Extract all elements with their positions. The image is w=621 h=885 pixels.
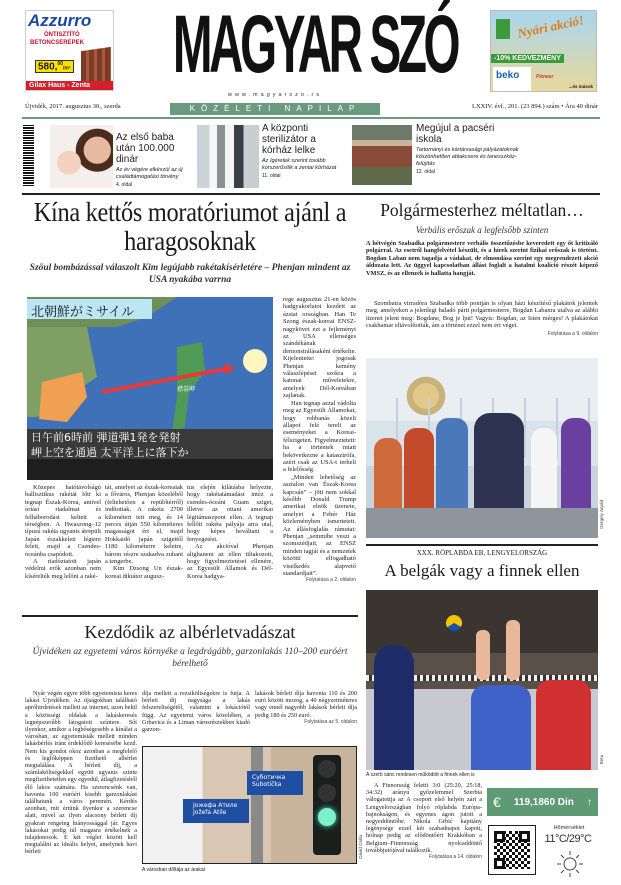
ad-azzurro[interactable] <box>25 10 114 91</box>
street-sign-1 <box>247 771 303 795</box>
mayor-headline[interactable]: Polgármesterhez méltatlan… <box>380 200 584 220</box>
teaser-page: 12. oldal <box>416 169 435 175</box>
paragraph: rege augusztus 21-en közös hadgyakorlatot kezdett az ázsiai országban. Han Te Szong észak-koreai ENSZ-nagykövet ezt a fejleményt az USA ellenséges szándékának demonstrálásaként értékelte. Kijelentette: jogosak Phenjan kemény válaszlépései szokra a katonai műveletekre, amelyek Dél-Koreában zajlanak. <box>283 296 356 400</box>
issue-date: Újvidék, 2017. augusztus 30., szerda <box>25 103 121 110</box>
pole <box>251 747 263 864</box>
paragraph: Közepes hatótávolságú ballisztikus rakétát lőtt ki tegnap Észak-Korea, amivel óriási riadalmat és felháborodást keltett a térségben. A Hwaszong–12 típusú rakéta ugyanis átrepült Japán északkeleti légtere felett, majd a Csendes-óceánba csapódott. <box>25 484 101 558</box>
traffic-light <box>313 755 341 855</box>
main-headline[interactable]: Kína kettős moratóriumot ajánl a haragosoknak <box>33 197 347 256</box>
sign-text: Jožefa Atile <box>193 809 227 816</box>
teaser-2[interactable] <box>262 123 347 179</box>
rent-col-1 <box>25 690 137 856</box>
main-col-3 <box>187 484 273 580</box>
issue-number: LXXIV. évf., 201. (23 894.) szám • Ára 40 dinár <box>472 103 598 110</box>
ad-logo-icon <box>496 19 510 39</box>
photo-credit: Gergely Árpád <box>599 500 604 530</box>
sign-text: Сyботичка <box>252 774 286 781</box>
temperature-label: Hőmérséklet <box>553 825 585 831</box>
ad-discount: -10% KEDVEZMÉNY <box>491 54 564 63</box>
ad-brand-pioneer: Pioneer <box>536 74 554 80</box>
paragraph: Szombatra virradóra Szabadka több pontján is olyan házi készítésű plakátok jelentek meg, amelyeken a jelenlegi haladó párti polgármesterre, Bogdan Labanra utalva az alábbi üzenet jelent meg: Bogdane, Bog je ljut! Vagyis: Bogdan, az Isten mérges! A plakátokat csakhamar eltávolították, ám a történet ezzel nem ért véget. <box>366 300 598 330</box>
paragraph: Kim Dzsong Un észak-koreai diktátor augusz- <box>105 565 183 580</box>
map-caption-1: 日午前6時前 弾道弾1発を発射 <box>31 431 181 444</box>
teaser-title: Megújul a pacséri iskola <box>416 123 495 145</box>
map-banner: 北朝鮮がミサイル <box>31 305 135 320</box>
exchange-rate-value: 119,1860 Din <box>513 796 574 808</box>
mayor-lead: A hétvégén Szabadka polgármestere verbális összetűzésbe keveredett egy őt kritizáló polgárral. Az esetről hangfelvétel készült, és a hírek szerint fizikai erőszak is történt. Bogdan Laban nem tagadja a vádakat, de elmondása szerint egy megrendezett akció áldozata lett. Az üggyel kapcsolatban állást foglalt a hatalmi koalíció részét képező VMSZ, és az ellenzék is hallatta hangját. <box>366 240 598 277</box>
volley-headline[interactable]: A belgák vagy a finnek ellen <box>384 561 580 580</box>
teaser-3[interactable] <box>416 123 598 175</box>
ad-brand: Azzurro <box>28 11 92 30</box>
barcode <box>23 124 34 186</box>
volley-photo[interactable] <box>366 590 598 770</box>
paragraph: díja mellett a rezsiköltségekre is futja. A bérleti díj nagysága a lakás felszereltségétől, valamint a lokációtól függ. Az egyetemi város közelében, a Grbavica és a Liman városrészekben kiadó garzon- <box>142 690 250 734</box>
map-caption-2: 岬上空を通過 太平洋上に落下か <box>31 446 189 459</box>
exchange-rate-box[interactable] <box>487 788 598 816</box>
mayor-photo[interactable] <box>366 358 598 538</box>
teaser-sub: Tartományi és kártársasági pályázatoknak köszönhetően ablakcsere és tanesszköz-felújítás <box>416 147 519 167</box>
teaser-sub: Az év végére elkészül az új családtámogatási törvény <box>116 167 183 180</box>
continued-link[interactable]: Folytatása a 9. oldalon <box>547 330 598 337</box>
teaser-page: 11. oldal <box>262 173 281 179</box>
ad-line2: BETONCSEREPEK <box>30 40 84 46</box>
section-divider <box>22 615 358 617</box>
rent-col-3 <box>255 690 357 726</box>
teaser-sub: Az ígéretek szerint tovább korszerűsítik a zentai kórházat <box>262 158 337 171</box>
euro-icon: € <box>493 794 501 810</box>
volley-kicker: XXX. RÖPLABDA EB, LENGYELORSZÁG <box>416 549 548 557</box>
continued-link[interactable]: Folytatása a 14. oldalon <box>428 854 482 861</box>
teaser-divider <box>22 193 600 195</box>
temperature-value: 11°C/29°C <box>544 833 592 845</box>
masthead-url[interactable]: www.magyarszo.rs <box>227 92 323 98</box>
qr-code[interactable] <box>488 825 536 875</box>
continued-link[interactable]: Folytatása az 5. oldalon <box>304 718 357 725</box>
ad-footer: Gilax Haus - Zenta <box>26 81 113 90</box>
arrow-up-icon: ↑ <box>587 796 592 808</box>
masthead-logo[interactable]: MAGYAR SZÓ <box>172 0 458 90</box>
mayor-body <box>366 300 598 338</box>
paragraph: Han tegnap azzal vádolta meg az Egyesült Államokat, hogy robbanás közeli állapot felé tereli az eseményeket a Koreai-félszigeten. Figyelmeztetett: ha a történtek miatt bekövetkezne a katasztrófa, azért csak az USA-t terheli a felelősség. <box>283 399 356 474</box>
main-col-2 <box>105 484 183 580</box>
teaser-photo-hospital[interactable] <box>197 125 259 188</box>
photo-credit: Beta <box>599 755 604 765</box>
photo-credit: Dávid Csilla <box>358 835 363 859</box>
paragraph: tát, amelyet az észak-koreaiak a főváros, Phenjan közeléből (feltehetően a repülőtérről) indítottak. A rakéta 2700 kilométert tett meg, és 14 perces útján 550 kilométeres magasságot ért el, majd Hokkaidó japán szigettől 1180 kilométerre keletre, három részre szakadva zuhant a tengerbe. <box>105 484 183 566</box>
paragraph: Az akcióval Phenjan alighanem az ellen tiltakozott, hogy figyelmeztetései ellenére, az Egyesült Államok és Dél-Korea hadgya- <box>187 543 273 580</box>
teaser-title: Az első baba után 100.000 dinár <box>116 132 175 165</box>
ad-line1: ÖNTISZTÍTÓ <box>44 32 80 38</box>
main-subhead: Szöul bombázással válaszolt Kim legújabb rakétakísérletére – Phenjan mindent az USA nyakába varrna <box>29 263 351 285</box>
section-divider <box>366 544 598 546</box>
header-divider <box>22 117 600 119</box>
roof-tiles-image <box>81 47 111 85</box>
paragraph: tus elején kilátásba helyezte, hogy rakétatámadást intéz a csendes-óceáni Guam sziget, illetve az ottani amerikai légitámaszpont ellen. A tegnap fellőtt rakéta pályája arra utal, hogy képes beváltani a fenyegetést. <box>187 484 273 543</box>
paragraph: A Finnország feletti 3:0 (25:20, 25:18, 34:32) arányú győzelemmel Szerbia válogatottja az A csoport első helyén zárt a Lengyelországban folyó röplabda Európa-bajnokságon, és egyenes ágon jutott a negyeddöntőbe. Nikola Grbić kapitány legénysége ezzel két szabadnapot kapott, holnap pedig az elődöntőért Krakkóban a Belgium–Finnország nyolcaddöntő továbbjutójával találkozik. <box>366 782 482 854</box>
photo-caption: A szerb sánc rendesen működött a finnek ellen is <box>366 772 475 778</box>
sun-icon <box>556 850 584 878</box>
main-col-1 <box>25 484 101 580</box>
ad-summer-sale[interactable] <box>490 10 597 92</box>
main-photo-missile-map[interactable] <box>27 297 273 480</box>
mayor-subhead: Verbális erőszak a legfelsőbb szinten <box>415 225 549 235</box>
ad-more: ...és mások <box>568 84 593 89</box>
volley-body <box>366 782 482 861</box>
teaser-title: A központi sterilizátor a kórház lelke <box>262 123 316 156</box>
ad-brand-beko: beko <box>493 67 531 91</box>
ad-price <box>35 60 74 73</box>
rent-subhead: Újvidéken az egyetemi város környéke a legdrágább, garzonlakás 110–200 euróért bérelhető <box>32 647 348 669</box>
ad-promo: Nyári akció! <box>516 12 586 41</box>
paragraph: lakások bérleti díja havonta 110 és 200 euró között mozog, a 40 négyzetméteres vagy ennél nagyobb lakások bérleti díja pedig 180 és 250 euró. <box>255 690 357 719</box>
teaser-photo-school[interactable] <box>352 125 412 185</box>
tagline-band: KÖZÉLETI NAPILAP <box>170 103 380 115</box>
rent-headline[interactable]: Kezdődik az albérletvadászat <box>84 622 296 642</box>
rent-col-2 <box>142 690 250 733</box>
sign-text: Subotička <box>252 781 282 788</box>
continued-link[interactable]: Folytatása a 2. oldalon <box>305 577 356 584</box>
price-value: 580, <box>38 61 58 73</box>
sign-text: Јожефа Атиле <box>193 802 238 809</box>
street-sign-2 <box>183 799 249 823</box>
main-col-4 <box>283 296 356 584</box>
map-place: 襟裳岬 <box>177 386 196 393</box>
rent-photo-street-signs[interactable] <box>142 746 357 864</box>
teaser-page: 4. oldal <box>116 182 133 188</box>
photo-caption: A városban dőltája az árakat <box>142 867 206 873</box>
paragraph: A riadóztatott japán védelmi erők azonban nem kísérelték meg lelőni a raké- <box>25 558 101 580</box>
paragraph: Nyár végén egyre több egyetemista keres lakást Újvidéken. Az újságokban található apróhirdetések mellett az internet, azon belül a közösségi oldalak a lakáskeresés legnépszerűbb látogatott színtere. Sőt ilyenkor, amikor a legbőségesebb a kínálat a városban, az egyetemisták mellett minden lakásbérlés iránt érdeklődő keresésébe kezd. Nem kis gondot okoz azonban a megfelelő és legfőképpen fizethető albérlet megtalálása. A bérleti díj, a számlaköltségekkel együtt ugyanis szinte megfizethetetlen egy egyedül, átlagfizetésből élő lakos számára. Ha szerencsénk van, havonta 100 euróért kisebb garzonlakást találhatunk a város peremén. Kérdés azonban, mit értünk ilyenkor a szerencse alatt, mivel az ilyen alacsony bérleti díj gyakran rengeteg hiányossággal jár. Egyes lakásokat pedig túl magasra értékelnek a tulajdonosok. E két véglet között kell megtalálni az ideális helyet, amelynek havi bérleti <box>25 690 138 856</box>
paragraph: „Minden lehetőség az asztalon van Észak-Korea kapcsán” – jött nem sokkal később Donald Trump amerikai elnök üzenete, amelyet a Fehér Ház közleményben ismertetett. Az állásfoglalás rámutat: Phenjan „semmibe veszi a szomszédjait, az ENSZ minden tagját és a nemzetek közötti elfogadható viselkedés alapvető standardjait”. <box>283 473 356 578</box>
teaser-photo-baby[interactable] <box>50 125 113 188</box>
price-unit: /m² <box>63 65 71 72</box>
teaser-1[interactable] <box>116 132 196 188</box>
price-cents: 00 <box>57 61 64 67</box>
